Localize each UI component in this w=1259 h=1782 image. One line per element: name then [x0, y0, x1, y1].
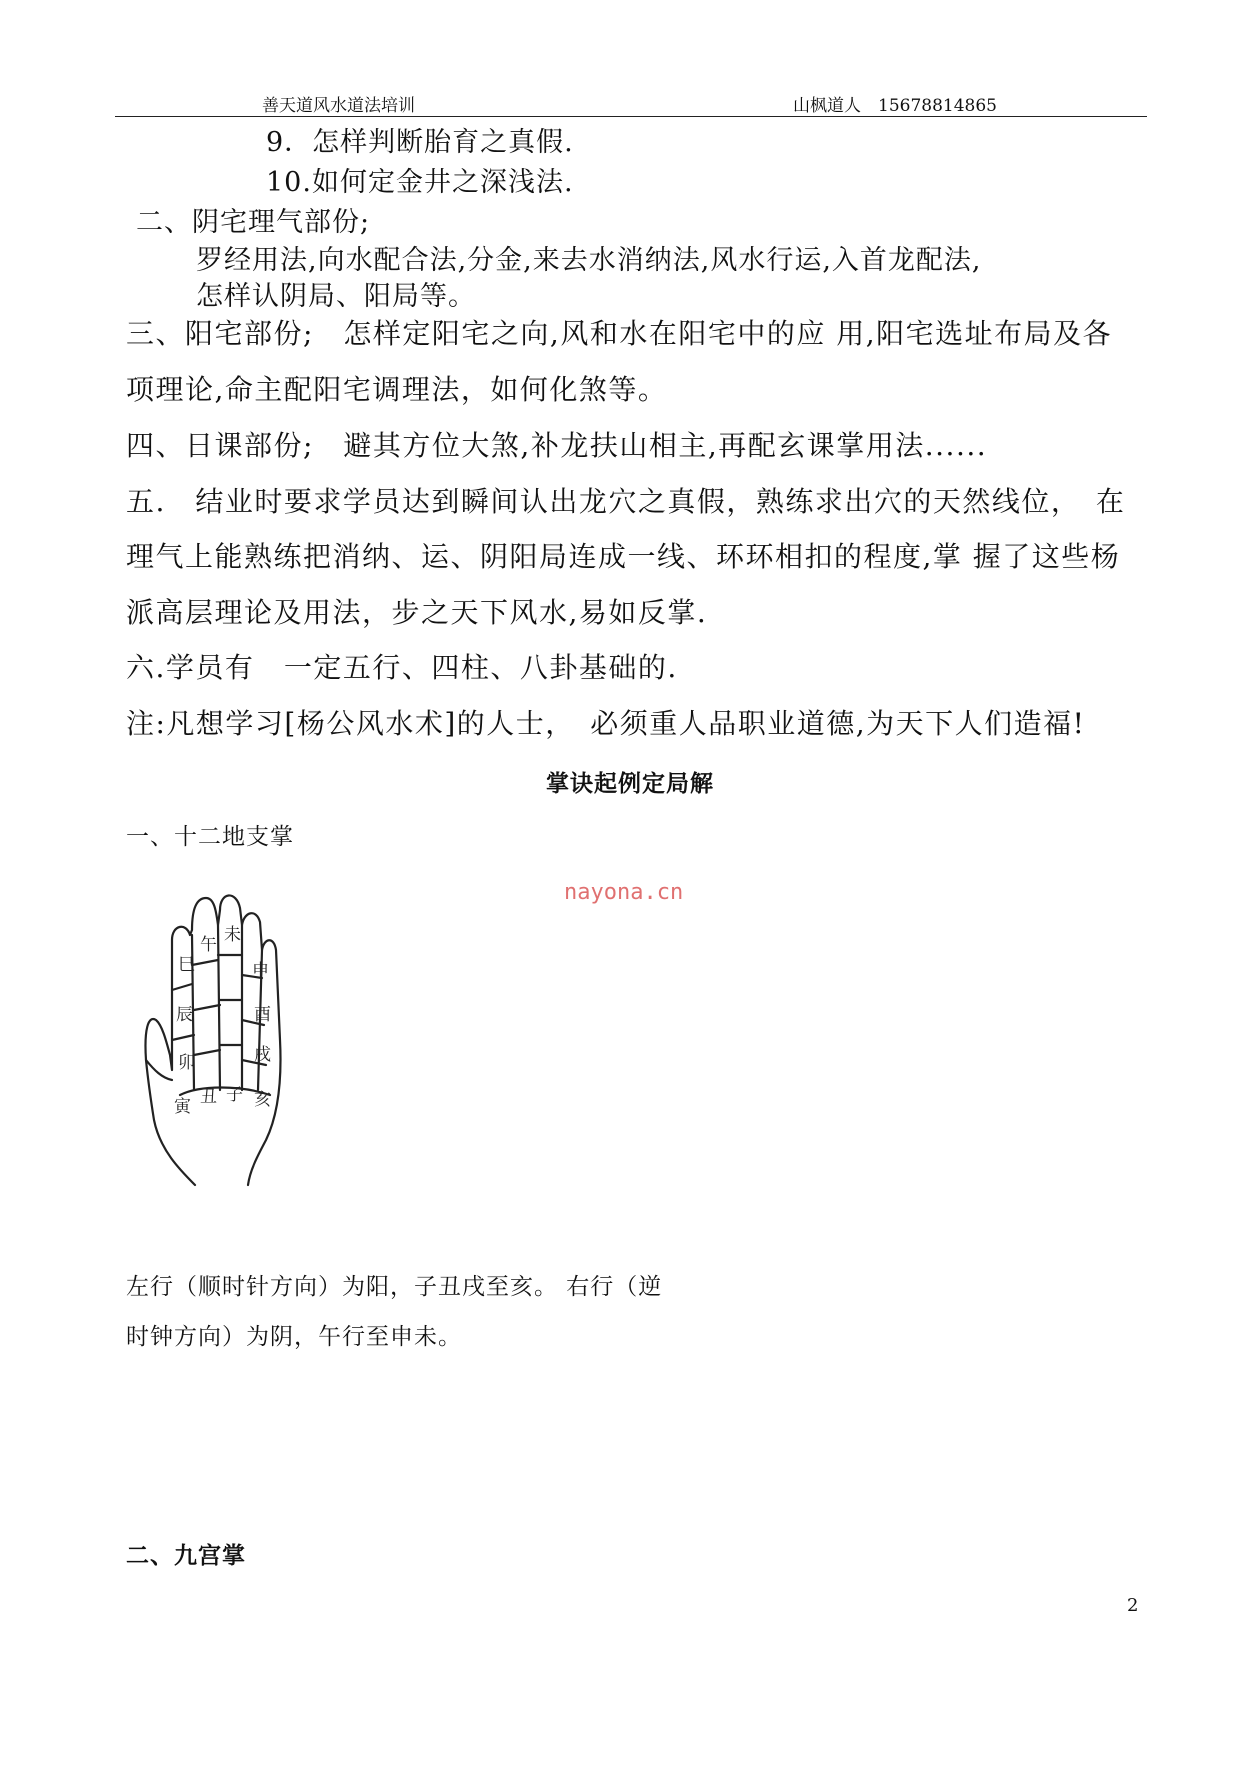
- watermark: nayona.cn: [564, 880, 684, 905]
- hand-label-hai: 亥: [254, 1090, 271, 1110]
- section-2-body-2: 怎样认阴局、阳局等。: [196, 281, 476, 312]
- section-5-line-3: 派高层理论及用法，步之天下风水,易如反掌.: [126, 596, 708, 629]
- joint-line: [172, 984, 192, 990]
- hand-label-wu: 午: [200, 935, 217, 955]
- joint-line: [194, 1050, 220, 1055]
- subsection-1-title: 一、十二地支掌: [126, 824, 294, 850]
- hand-label-chen: 辰: [176, 1005, 193, 1025]
- list-item-10: 10.如何定金井之深浅法.: [266, 167, 574, 198]
- section-2-body-1: 罗经用法,向水配合法,分金,来去水消纳法,风水行运,入首龙配法,: [196, 245, 982, 276]
- caption-line-2: 时钟方向）为阴，午行至申未。: [126, 1324, 462, 1350]
- hand-label-wei: 未: [224, 925, 241, 945]
- hand-label-chou: 丑: [200, 1087, 217, 1107]
- hand-label-yin: 寅: [174, 1097, 191, 1117]
- header-rule: [115, 116, 1147, 117]
- section-2-title: 二、阴宅理气部份;: [136, 207, 371, 238]
- joint-line: [192, 960, 218, 965]
- hand-label-mao: 卯: [178, 1053, 195, 1073]
- section-4: 四、日课部份; 避其方位大煞,补龙扶山相主,再配玄课掌用法......: [126, 429, 988, 462]
- hand-drawing: [140, 880, 310, 1190]
- page-number: 2: [1127, 1595, 1139, 1616]
- section-5-line-2: 理气上能熟练把消纳、运、阴阳局连成一线、环环相扣的程度,掌 握了这些杨: [126, 540, 1121, 573]
- hand-label-you: 酉: [254, 1005, 271, 1025]
- note: 注:凡想学习[杨公风水术]的人士， 必须重人品职业道德,为天下人们造福!: [126, 707, 1086, 740]
- joint-line: [172, 1035, 194, 1040]
- thumb-line: [146, 1060, 172, 1080]
- hand-label-zi: 子: [226, 1085, 243, 1105]
- section-5-line-1: 五. 结业时要求学员达到瞬间认出龙穴之真假，熟练求出穴的天然线位， 在: [126, 485, 1126, 518]
- caption-line-1: 左行（顺时针方向）为阳，子丑戌至亥。 右行（逆: [126, 1274, 663, 1300]
- section-6: 六.学员有 一定五行、四柱、八卦基础的.: [126, 651, 678, 684]
- hand-label-xu: 戌: [254, 1045, 271, 1065]
- section-3-line-1: 三、阳宅部份; 怎样定阳宅之向,风和水在阳宅中的应 用,阳宅选址布局及各: [126, 317, 1113, 350]
- subsection-2-title: 二、九宫掌: [126, 1542, 246, 1569]
- hand-label-shen: 申: [252, 961, 269, 981]
- header-right: 山枫道人 15678814865: [793, 96, 997, 116]
- section-3-line-2: 项理论,命主配阳宅调理法，如何化煞等。: [126, 373, 668, 406]
- joint-line: [194, 1005, 220, 1010]
- hand-label-si: 巳: [178, 955, 195, 975]
- list-item-9: 9．怎样判断胎育之真假.: [266, 127, 574, 158]
- section-title: 掌诀起例定局解: [546, 770, 714, 797]
- twelve-branches-hand-diagram: [140, 880, 310, 1190]
- header-left: 善天道风水道法培训: [262, 96, 415, 116]
- finger-line: [218, 925, 220, 1090]
